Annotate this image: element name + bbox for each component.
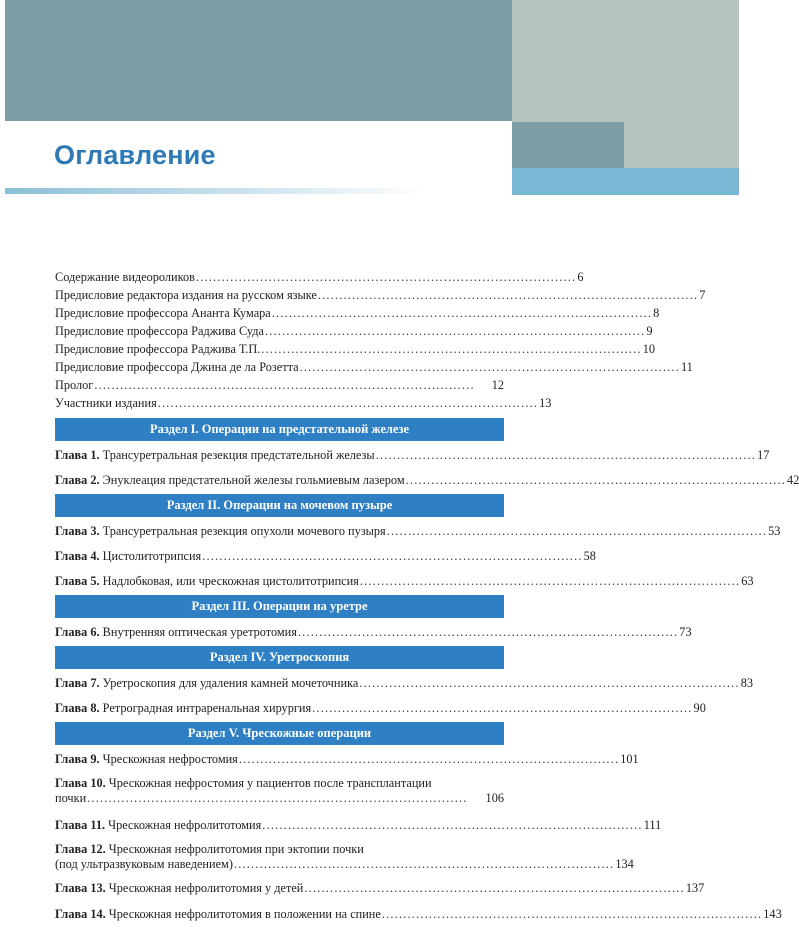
dot-leader: ......................................................................................... bbox=[405, 473, 787, 487]
page-number: 111 bbox=[643, 818, 662, 832]
dot-leader: ......................................................................................... bbox=[94, 378, 475, 392]
toc-entry-preface-kumar[interactable]: Предисловие профессора Ананта Кумара ......................................................................................... 8 bbox=[55, 306, 660, 320]
page-number: 9 bbox=[646, 324, 653, 338]
toc-entry-preface-editor[interactable]: Предисловие редактора издания на русском языке ......................................................................................... 7 bbox=[55, 288, 706, 302]
page-number: 6 bbox=[577, 270, 584, 284]
dot-leader: ......................................................................................... bbox=[202, 549, 583, 563]
toc-entry-chapter-8[interactable]: Глава 8. Ретроградная интраренальная хирургия ......................................................................................... 90 bbox=[55, 701, 706, 715]
page-number: 101 bbox=[620, 752, 639, 766]
toc-entry-chapter-12[interactable]: Глава 12. Чрескожная нефролитотомия при эктопии почки (под ультразвуковым наведением) ......................................................................................... 134 bbox=[55, 842, 634, 871]
page-number: 83 bbox=[740, 676, 753, 690]
page-number: 11 bbox=[680, 360, 693, 374]
page-number: 42 bbox=[787, 473, 799, 487]
section-header-5: Раздел V. Чрескожные операции bbox=[55, 722, 504, 745]
toc-entry-chapter-13[interactable]: Глава 13. Чрескожная нефролитотомия у детей ......................................................................................... 137 bbox=[55, 881, 705, 895]
header-band bbox=[5, 0, 512, 121]
page-number: 63 bbox=[741, 574, 754, 588]
dot-leader: ......................................................................................... bbox=[359, 676, 740, 690]
dot-leader: ......................................................................................... bbox=[271, 306, 653, 320]
toc-entry-chapter-1[interactable]: Глава 1. Трансуретральная резекция предстательной железы ......................................................................................... 17 bbox=[55, 448, 770, 462]
dot-leader: ......................................................................................... bbox=[304, 881, 685, 895]
page-number: 137 bbox=[685, 881, 705, 895]
toc-entry-chapter-7[interactable]: Глава 7. Уретроскопия для удаления камней мочеточника ......................................................................................... 83 bbox=[55, 676, 753, 690]
dot-leader: ......................................................................................... bbox=[381, 907, 763, 921]
dot-leader: ......................................................................................... bbox=[359, 574, 741, 588]
dot-leader: ......................................................................................... bbox=[233, 857, 615, 871]
page-number: 58 bbox=[583, 549, 596, 563]
page-number: 106 bbox=[485, 791, 504, 805]
dot-leader: ......................................................................................... bbox=[195, 270, 577, 284]
toc-entry-videos[interactable]: Содержание видеороликов ......................................................................................... 6 bbox=[55, 270, 584, 284]
page-number: 10 bbox=[642, 342, 655, 356]
dot-leader: ......................................................................................... bbox=[262, 818, 643, 832]
section-header-1: Раздел I. Операции на предстательной железе bbox=[55, 418, 504, 441]
toc-entry-chapter-11[interactable]: Глава 11. Чрескожная нефролитотомия ......................................................................................... 111 bbox=[55, 818, 662, 832]
page-number: 53 bbox=[768, 524, 781, 538]
toc-entry-chapter-2[interactable]: Глава 2. Энуклеация предстательной железы гольмиевым лазером ......................................................................................... 42 bbox=[55, 473, 799, 487]
header-square-dark bbox=[512, 122, 624, 169]
section-header-3: Раздел III. Операции на уретре bbox=[55, 595, 504, 618]
page-number: 143 bbox=[763, 907, 782, 921]
dot-leader: ......................................................................................... bbox=[375, 448, 757, 462]
toc-entry-chapter-14[interactable]: Глава 14. Чрескожная нефролитотомия в положении на спине ......................................................................................... 143 bbox=[55, 907, 782, 921]
toc-entry-preface-rajiv[interactable]: Предисловие профессора Раджива Т.П. ......................................................................................... 10 bbox=[55, 342, 655, 356]
toc-entry-contributors[interactable]: Участники издания ......................................................................................... 13 bbox=[55, 396, 552, 410]
dot-leader: ......................................................................................... bbox=[386, 524, 768, 538]
page-number: 8 bbox=[653, 306, 660, 320]
toc-entry-chapter-4[interactable]: Глава 4. Цистолитотрипсия ......................................................................................... 58 bbox=[55, 549, 596, 563]
dot-leader: ......................................................................................... bbox=[238, 752, 620, 766]
toc-entry-chapter-5[interactable]: Глава 5. Надлобковая, или чрескожная цистолитотрипсия ......................................................................................... 63 bbox=[55, 574, 754, 588]
dot-leader: ......................................................................................... bbox=[299, 360, 680, 374]
toc-entry-preface-rosette[interactable]: Предисловие профессора Джина де ла Розетта ......................................................................................... 11 bbox=[55, 360, 693, 374]
page-number: 73 bbox=[679, 625, 692, 639]
dot-leader: ......................................................................................... bbox=[261, 342, 642, 356]
toc-entry-chapter-6[interactable]: Глава 6. Внутренняя оптическая уретротомия ......................................................................................... 73 bbox=[55, 625, 692, 639]
page-title: Оглавление bbox=[54, 140, 216, 170]
dot-leader: ......................................................................................... bbox=[264, 324, 646, 338]
header-strip-blue bbox=[512, 168, 739, 195]
toc-entry-chapter-9[interactable]: Глава 9. Чрескожная нефростомия ......................................................................................... 101 bbox=[55, 752, 639, 766]
section-header-2: Раздел II. Операции на мочевом пузыре bbox=[55, 494, 504, 517]
page-number: 7 bbox=[699, 288, 706, 302]
section-header-4: Раздел IV. Уретроскопия bbox=[55, 646, 504, 669]
title-underline bbox=[5, 188, 425, 194]
page-number: 134 bbox=[615, 857, 634, 871]
toc-entry-chapter-10[interactable]: Глава 10. Чрескожная нефростомия у пациентов после трансплантации почки ......................................................................................... 106 bbox=[55, 776, 504, 805]
page-number: 13 bbox=[539, 396, 552, 410]
dot-leader: ......................................................................................... bbox=[157, 396, 539, 410]
toc-entry-prologue[interactable]: Пролог ......................................................................................... 12 bbox=[55, 378, 504, 392]
page-number: 12 bbox=[491, 378, 504, 392]
page-number: 17 bbox=[757, 448, 770, 462]
dot-leader: ......................................................................................... bbox=[317, 288, 699, 302]
dot-leader: ......................................................................................... bbox=[297, 625, 679, 639]
toc-entry-chapter-3[interactable]: Глава 3. Трансуретральная резекция опухоли мочевого пузыря ......................................................................................... 53 bbox=[55, 524, 781, 538]
page-number: 90 bbox=[693, 701, 706, 715]
dot-leader: ......................................................................................... bbox=[87, 791, 468, 805]
dot-leader: ......................................................................................... bbox=[312, 701, 693, 715]
toc-entry-preface-sud[interactable]: Предисловие профессора Раджива Суда ......................................................................................... 9 bbox=[55, 324, 653, 338]
